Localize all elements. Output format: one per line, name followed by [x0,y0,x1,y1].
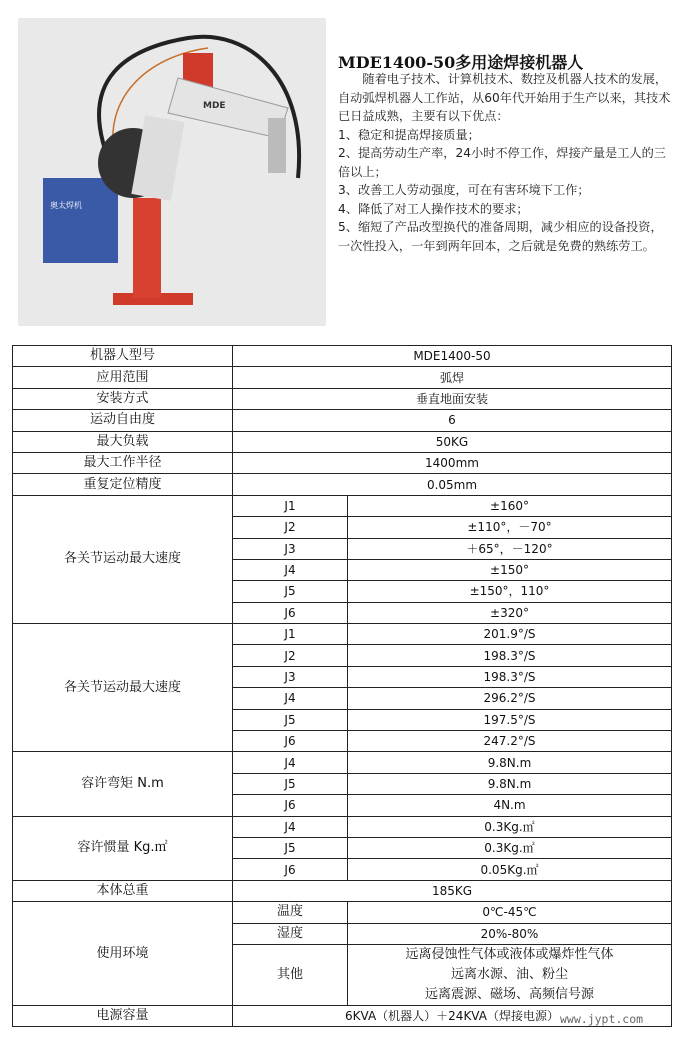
advantage-4: 4、降低了对工人操作技术的要求； [338,201,529,216]
env-label: 温度 [233,902,348,923]
advantage-3: 3、改善工人劳动强度，可在有害环境下工作； [338,183,590,197]
joint-value: 296.2°/S [348,688,672,709]
table-row [13,346,672,367]
joint-label: J4 [233,816,348,837]
env-label: 其他 [233,944,348,1005]
joint-label: J6 [233,602,348,623]
product-description [338,70,673,255]
table-row [13,410,672,431]
joint-value: ±160° [348,495,672,516]
env-value: 0℃-45℃ [348,902,672,923]
spec-value: 185KG [233,880,672,901]
joint-value: 9.8N.m [348,773,672,794]
group-label: 容许惯量 Kg.㎡ [13,816,233,880]
joint-label: J2 [233,645,348,666]
joint-value: 4N.m [348,795,672,816]
joint-value: 9.8N.m [348,752,672,773]
spec-label: 运动自由度 [13,410,233,431]
joint-label: J4 [233,559,348,580]
table-row [13,624,672,645]
spec-label: 应用范围 [13,367,233,388]
joint-label: J6 [233,795,348,816]
spec-label: 机器人型号 [13,346,233,367]
joint-label: J5 [233,581,348,602]
joint-value: 198.3°/S [348,645,672,666]
joint-value: 247.2°/S [348,731,672,752]
spec-value: 6KVA（机器人）＋24KVA（焊接电源） [233,1005,672,1026]
joint-label: J2 [233,517,348,538]
watermark: www.jypt.com [560,1012,644,1026]
spec-label: 电源容量 [13,1005,233,1026]
joint-label: J3 [233,666,348,687]
group-label: 使用环境 [13,902,233,1006]
joint-label: J6 [233,859,348,880]
table-row [13,902,672,923]
spec-label: 最大负载 [13,431,233,452]
spec-value: 6 [233,410,672,431]
joint-label: J4 [233,752,348,773]
spec-value: 0.05mm [233,474,672,495]
product-title: MDE1400-50多用途焊接机器人 [338,53,584,72]
joint-value: 197.5°/S [348,709,672,730]
joint-value: 0.05Kg.㎡ [348,859,672,880]
env-other-item: 远离水源、油、粉尘 [450,966,568,982]
group-label: 容许弯矩 N.m [13,752,233,816]
env-other-values [348,944,672,1005]
table-row [13,880,672,901]
env-value: 20%-80% [348,923,672,944]
joint-label: J1 [233,624,348,645]
spec-value: MDE1400-50 [233,346,672,367]
spec-value: 50KG [233,431,672,452]
advantage-2: 2、提高劳动生产率，24小时不停工作，焊接产量是工人的三倍以上； [338,146,666,179]
joint-label: J5 [233,837,348,858]
env-other-item: 远离震源、磁场、高频信号源 [424,986,594,1002]
table-row [13,495,672,516]
table-row [13,752,672,773]
joint-value: ±150° [348,559,672,580]
intro-text: 随着电子技术、计算机技术、数控及机器人技术的发展，自动弧焊机器人工作站，从60年代开始用于生产以来，其技术已日益成熟，主要有以下优点： [338,72,671,123]
joint-label: J3 [233,538,348,559]
advantage-5: 5、缩短了产品改型换代的准备周期，减少相应的设备投资，一次性投入，一年到两年回本，之后就是免费的熟练劳工。 [338,220,663,253]
spec-label: 重复定位精度 [13,474,233,495]
table-row [13,367,672,388]
group-label: 各关节运动最大速度 [13,495,233,623]
spec-value: 弧焊 [233,367,672,388]
spec-label: 本体总重 [13,880,233,901]
spec-label: 安装方式 [13,388,233,409]
joint-label: J6 [233,731,348,752]
table-row [13,452,672,473]
joint-value: ＋65°，－120° [348,538,672,559]
joint-value: 0.3Kg.㎡ [348,837,672,858]
spec-value: 垂直地面安装 [233,388,672,409]
advantage-1: 1、稳定和提高焊接质量； [338,127,480,142]
joint-label: J4 [233,688,348,709]
env-label: 湿度 [233,923,348,944]
robot-photo [18,18,326,326]
joint-value: 201.9°/S [348,624,672,645]
spec-label: 最大工作半径 [13,452,233,473]
welder-unit [43,178,118,263]
joint-label: J5 [233,709,348,730]
arm-label: MDE [203,101,226,111]
group-label: 各关节运动最大速度 [13,624,233,752]
joint-value: ±320° [348,602,672,623]
env-other-item: 远离侵蚀性气体或液体或爆炸性气体 [405,946,614,962]
joint-value: 198.3°/S [348,666,672,687]
welder-label: 奥太焊机 [50,201,82,210]
joint-value: ±150°，110° [348,581,672,602]
joint-value: ±110°，－70° [348,517,672,538]
table-row [13,388,672,409]
table-row [13,431,672,452]
spec-value: 1400mm [233,452,672,473]
table-row [13,816,672,837]
spec-table [12,345,672,1027]
joint-label: J5 [233,773,348,794]
joint-label: J1 [233,495,348,516]
joint-value: 0.3Kg.㎡ [348,816,672,837]
table-row [13,474,672,495]
